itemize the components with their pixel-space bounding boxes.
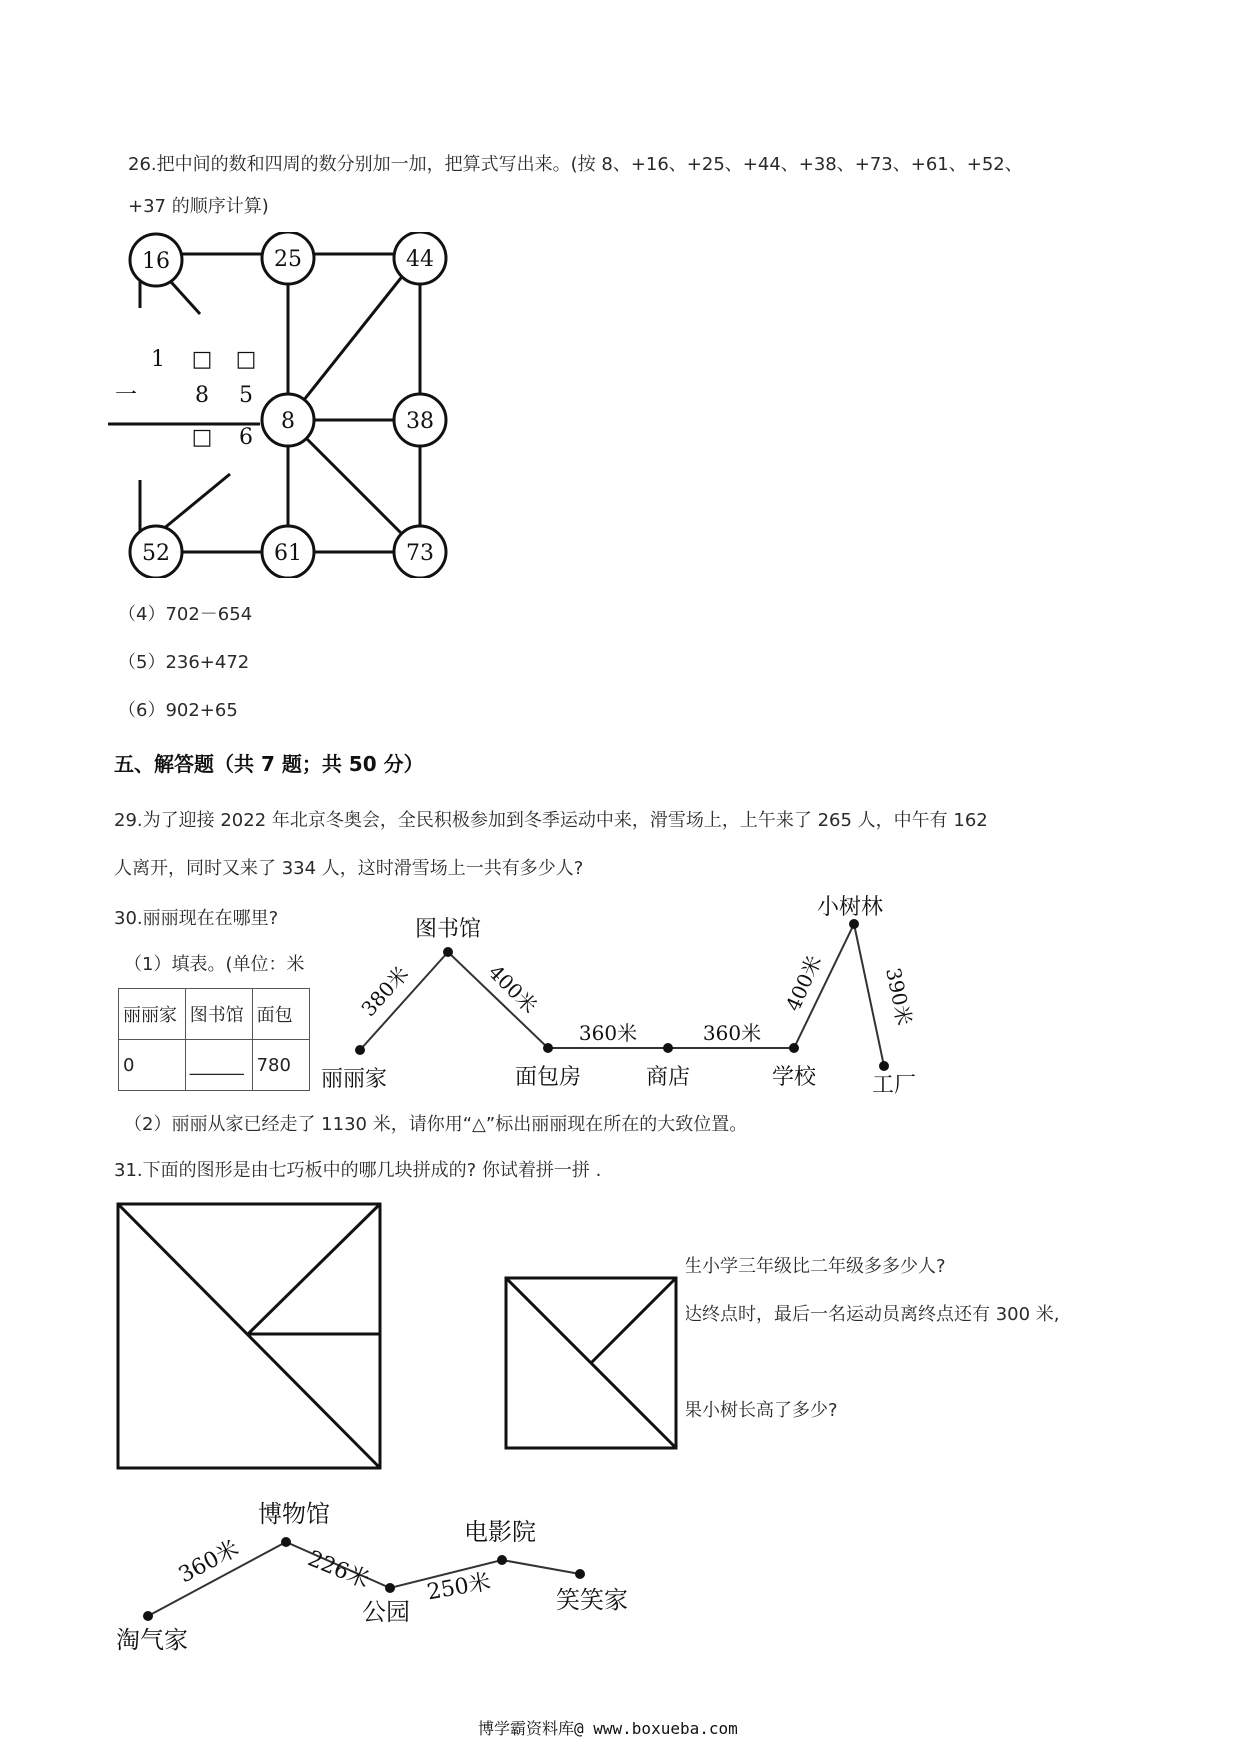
map-distance: 250米 <box>425 1569 493 1606</box>
q26-text-line2: +37 的顺序计算) <box>128 196 269 217</box>
q29-text-line2: 人离开，同时又来了 334 人，这时滑雪场上一共有多少人? <box>114 858 584 879</box>
tangram-figure <box>110 1196 686 1484</box>
vertical-calc-box: □ <box>191 347 213 372</box>
vertical-calc-operator: 一 <box>114 383 138 408</box>
map-distance: 390米 <box>881 965 917 1028</box>
route-map-lili <box>312 888 920 1098</box>
map-place: 图书馆 <box>414 917 482 942</box>
table-header-cell: 图书馆 <box>185 989 252 1040</box>
map-place: 小树林 <box>816 895 884 920</box>
q29-text-line1: 29.为了迎接 2022 年北京冬奥会，全民积极参加到冬季运动中来，滑雪场上，上午来了 265 人，中午有 162 <box>114 810 988 831</box>
map-place: 工厂 <box>871 1073 917 1098</box>
number-sum-diagram <box>100 232 460 578</box>
calc-item: （5）236+472 <box>118 652 250 673</box>
hidden-text-fragment: 生小学三年级比二年级多多少人? <box>684 1256 946 1277</box>
vertical-calc-box: □ <box>235 347 257 372</box>
map-distance: 360米 <box>702 1021 762 1045</box>
center-number: 8 <box>281 409 295 434</box>
map-place: 博物馆 <box>258 1500 330 1528</box>
section-heading: 五、解答题（共 7 题；共 50 分） <box>114 752 424 776</box>
vertical-calc-digit: 6 <box>239 425 253 450</box>
vertical-calc-digit: 1 <box>151 347 165 372</box>
map-distance: 400米 <box>483 959 543 1019</box>
q31-question: 31.下面的图形是由七巧板中的哪几块拼成的? 你试着拼一拼 . <box>114 1160 602 1181</box>
outer-number: 44 <box>406 247 434 272</box>
outer-number: 25 <box>274 247 302 272</box>
calc-item: （6）902+65 <box>118 700 238 721</box>
q30-part2: （2）丽丽从家已经走了 1130 米，请你用“△”标出丽丽现在所在的大致位置。 <box>124 1114 748 1135</box>
map-place: 公园 <box>362 1598 410 1626</box>
hidden-text-fragment: 达终点时，最后一名运动员离终点还有 300 米, <box>684 1304 1060 1325</box>
q30-part1: （1）填表。(单位：米 <box>124 954 305 975</box>
table-header-cell: 丽丽家 <box>119 989 186 1040</box>
vertical-calc-digit: 5 <box>239 383 253 408</box>
map-place: 丽丽家 <box>320 1067 388 1092</box>
map-place: 淘气家 <box>116 1626 188 1654</box>
map-distance: 400米 <box>780 951 827 1015</box>
vertical-calc-box: □ <box>191 425 213 450</box>
map-place: 面包房 <box>514 1065 582 1090</box>
outer-number: 16 <box>142 249 170 274</box>
page-footer-watermark: 博学霸资料库@ www.boxueba.com <box>478 1719 738 1738</box>
q30-question: 30.丽丽现在在哪里? <box>114 908 279 929</box>
outer-number: 38 <box>406 409 434 434</box>
map-distance: 360米 <box>578 1021 638 1045</box>
vertical-calc-digit: 8 <box>195 383 209 408</box>
calc-item: （4）702－654 <box>118 604 253 625</box>
distance-table <box>118 988 310 1092</box>
map-distance: 226米 <box>304 1546 373 1594</box>
map-distance: 380米 <box>356 961 414 1021</box>
map-place: 笑笑家 <box>556 1586 628 1614</box>
route-map-taoqi <box>108 1484 668 1654</box>
q26-text-line1: 26.把中间的数和四周的数分别加一加，把算式写出来。(按 8、+16、+25、+44、+38、+73、+61、+52、 <box>128 154 1023 175</box>
outer-number: 52 <box>142 541 170 566</box>
map-distance: 360米 <box>174 1536 244 1589</box>
table-blank-cell[interactable]: ______ <box>185 1040 252 1091</box>
map-place: 电影院 <box>464 1518 536 1546</box>
outer-number: 73 <box>406 541 434 566</box>
table-cell: 0 <box>119 1040 186 1091</box>
outer-number: 61 <box>274 541 302 566</box>
table-header-cell: 面包 <box>252 989 309 1040</box>
map-place: 商店 <box>645 1065 691 1090</box>
map-place: 学校 <box>771 1065 817 1090</box>
table-cell: 780 <box>252 1040 309 1091</box>
hidden-text-fragment: 果小树长高了多少? <box>684 1400 838 1421</box>
